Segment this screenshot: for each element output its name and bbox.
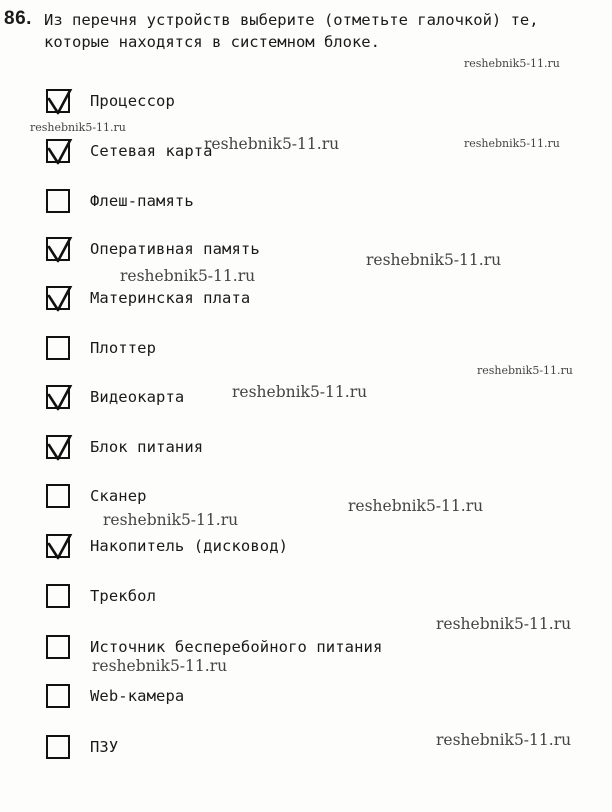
checkbox-empty[interactable] bbox=[46, 189, 70, 213]
checkbox-empty[interactable] bbox=[46, 484, 70, 508]
checkbox-empty[interactable] bbox=[46, 684, 70, 708]
checkbox-empty[interactable] bbox=[46, 336, 70, 360]
checklist-item-label: Источник бесперебойного питания bbox=[90, 638, 383, 656]
checkmark-icon bbox=[46, 435, 74, 463]
watermark-text: reshebnik5-11.ru bbox=[464, 57, 560, 70]
checkmark-icon bbox=[46, 286, 74, 314]
checklist-item-label: Web-камера bbox=[90, 687, 185, 705]
checkbox-checked[interactable] bbox=[46, 435, 70, 459]
checklist-item bbox=[46, 136, 213, 166]
checklist-item-label: Сканер bbox=[90, 487, 147, 505]
task-number: 86. bbox=[4, 8, 32, 29]
checkmark-icon bbox=[46, 139, 74, 167]
watermark-text: reshebnik5-11.ru bbox=[436, 615, 572, 633]
checklist-item bbox=[46, 581, 156, 611]
checklist-item-label: Накопитель (дисковод) bbox=[90, 537, 289, 555]
checkbox-checked[interactable] bbox=[46, 385, 70, 409]
checkbox-empty[interactable] bbox=[46, 635, 70, 659]
checklist-item-label: ПЗУ bbox=[90, 738, 119, 756]
watermark-text: reshebnik5-11.ru bbox=[232, 383, 368, 401]
checklist-item bbox=[46, 283, 250, 313]
checklist-item-label: Оперативная память bbox=[90, 240, 260, 258]
watermark-text: reshebnik5-11.ru bbox=[92, 657, 228, 675]
checklist-item-label: Трекбол bbox=[90, 587, 157, 605]
checklist-item bbox=[46, 186, 194, 216]
checkbox-checked[interactable] bbox=[46, 286, 70, 310]
checklist-item-label: Сетевая карта bbox=[90, 142, 213, 160]
watermark-text: reshebnik5-11.ru bbox=[366, 251, 502, 269]
checklist-item bbox=[46, 681, 184, 711]
checkbox-checked[interactable] bbox=[46, 534, 70, 558]
checklist-item-label: Флеш-память bbox=[90, 192, 194, 210]
checklist-item bbox=[46, 531, 288, 561]
checklist-item-label: Плоттер bbox=[90, 339, 157, 357]
watermark-text: reshebnik5-11.ru bbox=[30, 121, 126, 134]
checkbox-checked[interactable] bbox=[46, 237, 70, 261]
checkmark-icon bbox=[46, 237, 74, 265]
watermark-text: reshebnik5-11.ru bbox=[477, 364, 573, 377]
checklist-item bbox=[46, 333, 156, 363]
checklist-item bbox=[46, 481, 147, 511]
checkmark-icon bbox=[46, 385, 74, 413]
checklist-item bbox=[46, 732, 118, 762]
checklist-item-label: Материнская плата bbox=[90, 289, 251, 307]
checkbox-checked[interactable] bbox=[46, 89, 70, 113]
checkbox-empty[interactable] bbox=[46, 584, 70, 608]
watermark-text: reshebnik5-11.ru bbox=[204, 135, 340, 153]
checklist-item bbox=[46, 86, 175, 116]
checklist-item bbox=[46, 432, 203, 462]
watermark-text: reshebnik5-11.ru bbox=[120, 267, 256, 285]
checkbox-empty[interactable] bbox=[46, 735, 70, 759]
watermark-text: reshebnik5-11.ru bbox=[348, 497, 484, 515]
checklist-item bbox=[46, 382, 184, 412]
checklist-item bbox=[46, 234, 260, 264]
watermark-text: reshebnik5-11.ru bbox=[103, 511, 239, 529]
checkmark-icon bbox=[46, 534, 74, 562]
task-question-text: Из перечня устройств выберите (отметьте галочкой) те, которые находятся в системном блоке. bbox=[44, 11, 539, 51]
checklist-item-label: Процессор bbox=[90, 92, 175, 110]
watermark-text: reshebnik5-11.ru bbox=[464, 137, 560, 150]
checklist-item-label: Блок питания bbox=[90, 438, 204, 456]
watermark-text: reshebnik5-11.ru bbox=[436, 731, 572, 749]
checklist-item-label: Видеокарта bbox=[90, 388, 185, 406]
checkmark-icon bbox=[46, 89, 74, 117]
checkbox-checked[interactable] bbox=[46, 139, 70, 163]
